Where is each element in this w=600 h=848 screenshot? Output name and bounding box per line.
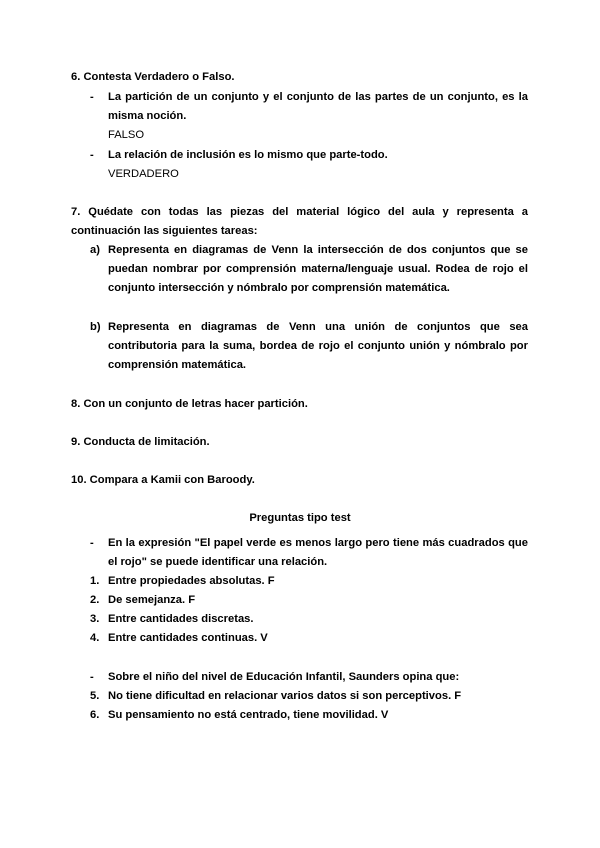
- test-option-2-text: De semejanza. F: [108, 594, 196, 606]
- q6-item-2-bullet: -: [90, 149, 94, 161]
- q6-heading: 6. Contesta Verdadero o Falso.: [71, 71, 235, 83]
- test-option-3-text: Entre cantidades discretas.: [108, 613, 254, 625]
- q7-line2: continuación las siguientes tareas:: [71, 225, 258, 237]
- q7-a-line3: conjunto intersección y nómbralo por comprensión matemática.: [108, 282, 450, 294]
- test-option-2-number: 2.: [90, 594, 100, 606]
- q7-a-line2: puedan nombrar por comprensión materna/lenguaje usual. Rodea de rojo el: [108, 263, 528, 275]
- test-option-5-text: No tiene dificultad en relacionar varios datos si son perceptivos. F: [108, 690, 462, 702]
- q9-heading: 9. Conducta de limitación.: [71, 436, 210, 448]
- q7-line1: 7. Quédate con todas las piezas del material lógico del aula y representa a: [71, 206, 528, 218]
- q6-item-2-answer: VERDADERO: [108, 168, 179, 180]
- q6-item-2-line1: La relación de inclusión es lo mismo que parte-todo.: [108, 149, 388, 161]
- test-option-5-number: 5.: [90, 690, 100, 702]
- q7-b-marker: b): [90, 321, 101, 333]
- q7-b-line2: contributoria para la suma, bordea de rojo el conjunto unión y nómbralo por: [108, 340, 528, 352]
- q6-item-1-answer: FALSO: [108, 129, 145, 141]
- test-option-6-text: Su pensamiento no está centrado, tiene movilidad. V: [108, 709, 389, 721]
- q8-heading: 8. Con un conjunto de letras hacer partición.: [71, 398, 308, 410]
- test-block2-line1: Sobre el niño del nivel de Educación Infantil, Saunders opina que:: [108, 671, 460, 683]
- test-option-4-number: 4.: [90, 632, 100, 644]
- test-title: Preguntas tipo test: [249, 512, 351, 524]
- test-block2-bullet: -: [90, 671, 94, 683]
- test-block1-line2: el rojo" se puede identificar una relación.: [108, 556, 328, 568]
- test-block1-line1: En la expresión "El papel verde es menos largo pero tiene más cuadrados que: [108, 537, 528, 549]
- q7-a-marker: a): [90, 244, 100, 256]
- test-option-1-number: 1.: [90, 575, 100, 587]
- q6-item-1-line2: misma noción.: [108, 110, 187, 122]
- q7-a-line1: Representa en diagramas de Venn la intersección de dos conjuntos que se: [108, 244, 528, 256]
- test-option-3-number: 3.: [90, 613, 100, 625]
- test-option-1-text: Entre propiedades absolutas. F: [108, 575, 275, 587]
- test-option-6-number: 6.: [90, 709, 100, 721]
- q10-heading: 10. Compara a Kamii con Baroody.: [71, 474, 255, 486]
- test-block1-bullet: -: [90, 537, 94, 549]
- q6-item-1-line1: La partición de un conjunto y el conjunto de las partes de un conjunto, es la: [108, 91, 528, 103]
- test-option-4-text: Entre cantidades continuas. V: [108, 632, 268, 644]
- q6-item-1-bullet: -: [90, 91, 94, 103]
- q7-b-line3: comprensión matemática.: [108, 359, 247, 371]
- q7-b-line1: Representa en diagramas de Venn una unión de conjuntos que sea: [108, 321, 528, 333]
